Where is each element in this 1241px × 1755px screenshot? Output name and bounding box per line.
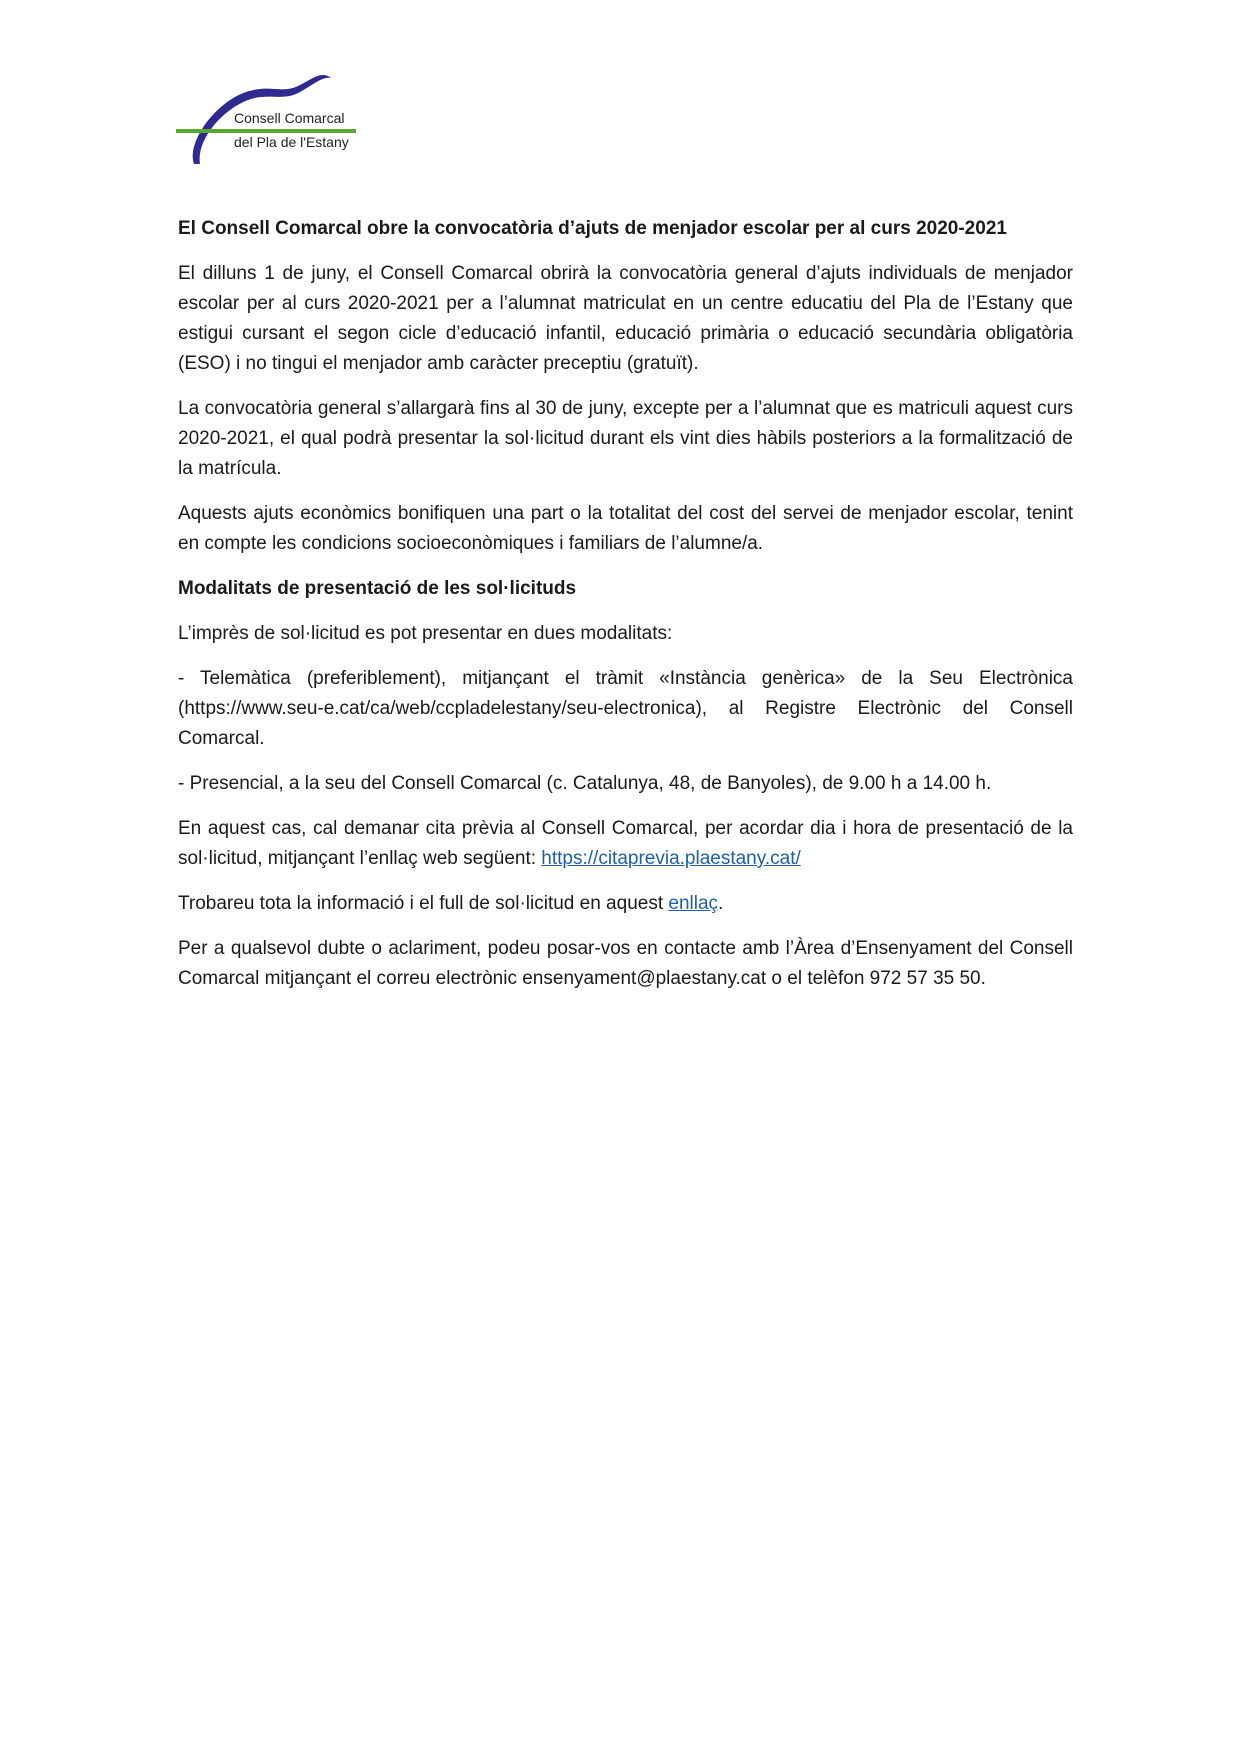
paragraph-in-person: - Presencial, a la seu del Consell Comarcal (c. Catalunya, 48, de Banyoles), de 9.00 h a 14.00 h. [178, 773, 992, 794]
logo-text-line2: del Pla de l'Estany [234, 134, 349, 150]
info-link[interactable]: enllaç [668, 893, 719, 914]
appointment-text: En aquest cas, cal demanar cita prèvia al Consell Comarcal, per acordar dia i hora de presentació de la sol·licitud, mitjançant l’enllaç web següent: [178, 818, 1073, 869]
paragraph-deadline: La convocatòria general s’allargarà fins al 30 de juny, excepte per a l’alumnat que es matriculi aquest curs 2020-2021, el qual podrà presentar la sol·licitud durant els vint dies hàbils posteriors a la formalització de la matrícula. [178, 398, 1073, 479]
document-title: El Consell Comarcal obre la convocatòria d’ajuts de menjador escolar per al curs 2020-2021 [178, 218, 1007, 239]
paragraph-contact: Per a qualsevol dubte o aclariment, podeu posar-vos en contacte amb l’Àrea d’Ensenyament del Consell Comarcal mitjançant el correu electrònic ensenyament@plaestany.cat o el telèfon 972 57 35 50. [178, 938, 1073, 989]
document-body [178, 214, 1073, 1009]
paragraph-bonus: Aquests ajuts econòmics bonifiquen una part o la totalitat del cost del servei de menjador escolar, tenint en compte les condicions socioeconòmiques i familiars de l’alumne/a. [178, 503, 1073, 554]
paragraph-intro: El dilluns 1 de juny, el Consell Comarcal obrirà la convocatòria general d’ajuts individuals de menjador escolar per al curs 2020-2021 per a l’alumnat matriculat en un centre educatiu del Pla de l’Estany que estigui cursant el segon cicle d’educació infantil, educació primària o educació secundària obligatòria (ESO) i no tingui el menjador amb caràcter preceptiu (gratuït). [178, 263, 1073, 374]
section-heading: Modalitats de presentació de les sol·licituds [178, 578, 577, 599]
info-end: . [718, 893, 724, 914]
appointment-link[interactable]: https://citaprevia.plaestany.cat/ [541, 848, 801, 869]
logo [176, 72, 376, 172]
paragraph-appointment [178, 814, 1073, 874]
logo-bar [176, 129, 356, 133]
logo-text-line1: Consell Comarcal [234, 110, 345, 126]
info-text: Trobareu tota la informació i el full de sol·licitud en aquest [178, 893, 669, 914]
paragraph-info [178, 889, 1073, 919]
paragraph-modalities: L’imprès de sol·licitud es pot presentar en dues modalitats: [178, 623, 673, 644]
paragraph-telematic: - Telemàtica (preferiblement), mitjançant el tràmit «Instància genèrica» de la Seu Electrònica (https://www.seu-e.cat/ca/web/ccpladelestany/seu-electronica), al Registre Electrònic del Consell Comarcal. [178, 668, 1073, 749]
